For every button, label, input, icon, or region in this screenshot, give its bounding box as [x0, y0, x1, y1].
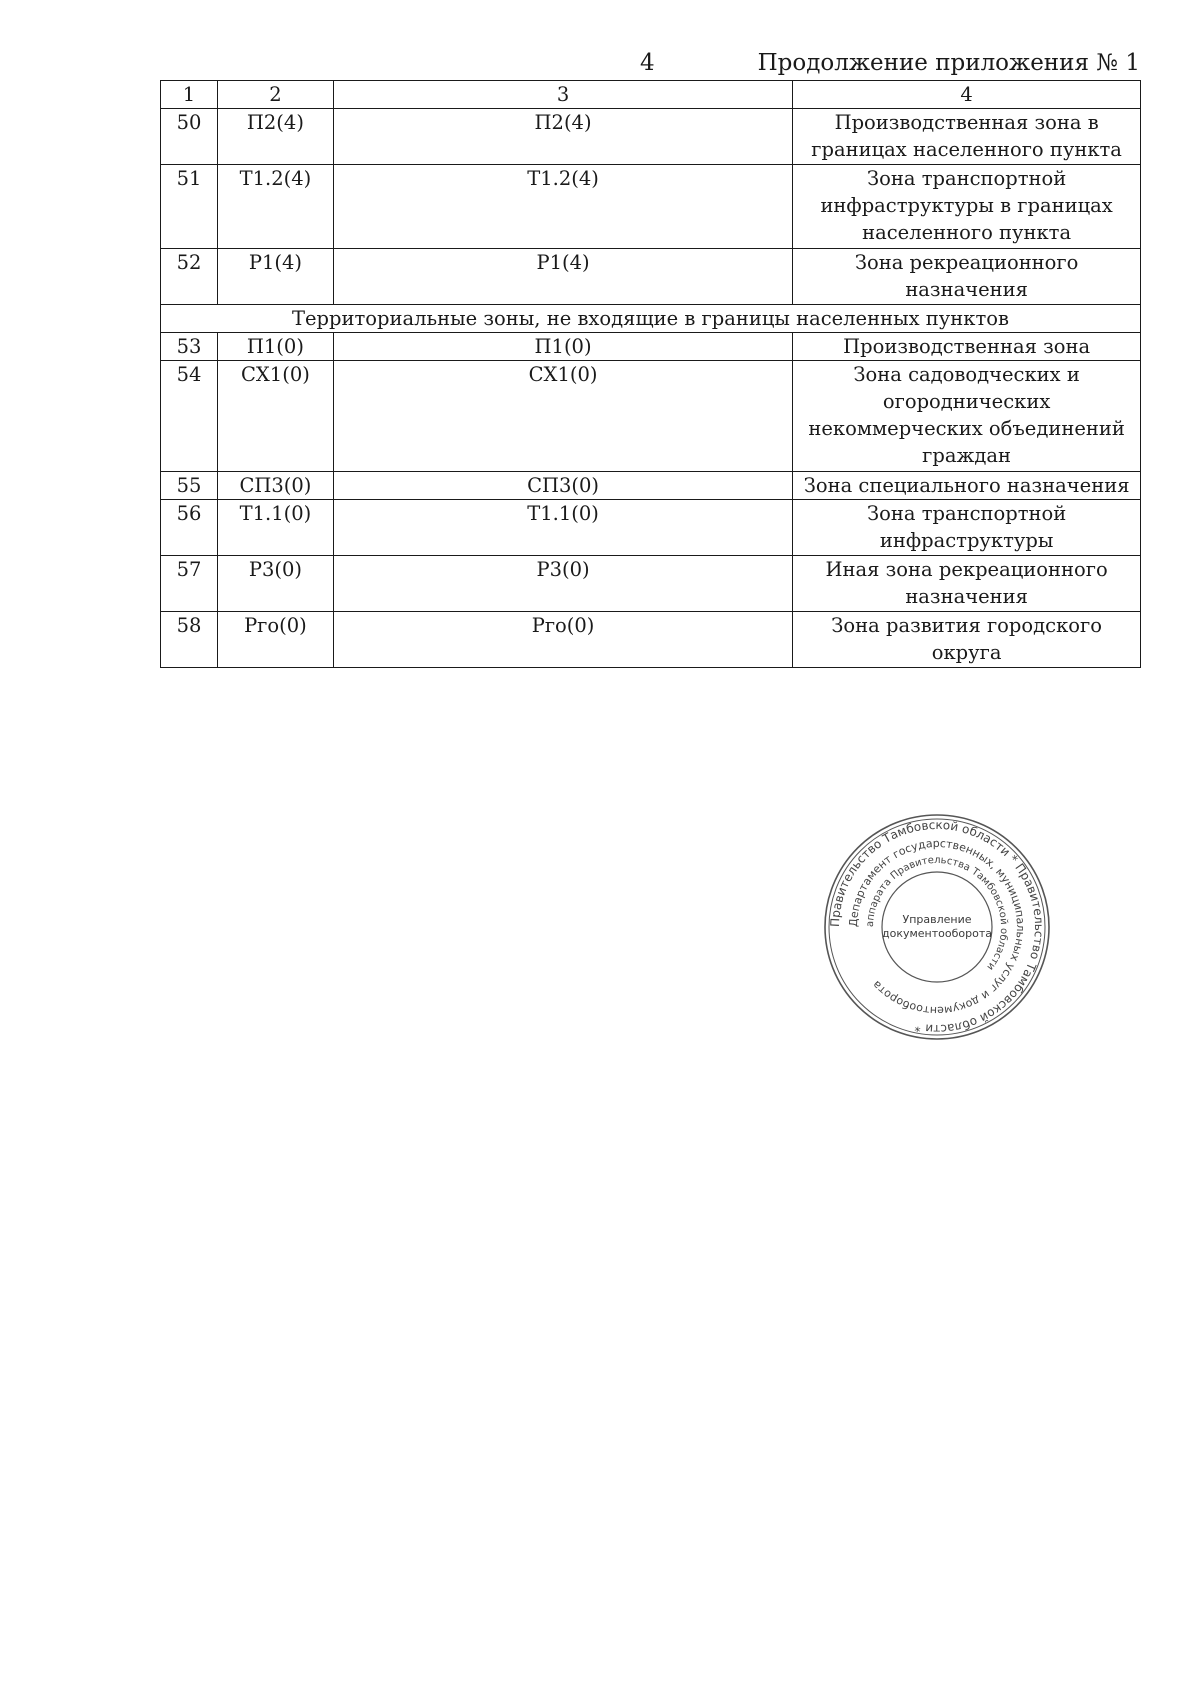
row-number: 56 — [161, 500, 218, 556]
row-number: 58 — [161, 612, 218, 668]
zone-name: Зона транспортной инфраструктуры в границах населенного пункта — [793, 165, 1141, 249]
row-number: 50 — [161, 109, 218, 165]
zone-name: Зона развития городского округа — [793, 612, 1141, 668]
zone-name: Зона специального назначения — [793, 472, 1141, 500]
seal-center-line2: документооборота — [882, 927, 992, 940]
row-number: 57 — [161, 556, 218, 612]
zone-code: СП3(0) — [217, 472, 333, 500]
zone-code: П2(4) — [217, 109, 333, 165]
zone-code-alt: Р1(4) — [333, 249, 792, 305]
zone-code-alt: Рго(0) — [333, 612, 792, 668]
table-row — [161, 500, 1141, 556]
column-header: 1 — [161, 81, 218, 109]
seal-center — [822, 812, 1052, 1042]
zone-code: П1(0) — [217, 333, 333, 361]
row-number: 51 — [161, 165, 218, 249]
zone-code-alt: Р3(0) — [333, 556, 792, 612]
zone-code-alt: Т1.2(4) — [333, 165, 792, 249]
zone-name: Иная зона рекреационного назначения — [793, 556, 1141, 612]
official-seal — [822, 812, 1052, 1042]
column-header: 2 — [217, 81, 333, 109]
zone-code: Р3(0) — [217, 556, 333, 612]
seal-middle-text: Департамент государственных, муниципальных услуг и документооборота — [846, 836, 1028, 1018]
table-row — [161, 556, 1141, 612]
table-row — [161, 472, 1141, 500]
zone-name: Производственная зона — [793, 333, 1141, 361]
seal-center-line1: Управление — [902, 913, 972, 926]
column-header: 3 — [333, 81, 792, 109]
table-header-row — [161, 81, 1141, 109]
row-number: 55 — [161, 472, 218, 500]
zone-code: Р1(4) — [217, 249, 333, 305]
seal-inner-text: аппарата Правительства Тамбовской области — [864, 854, 1010, 973]
zone-code-alt: П2(4) — [333, 109, 792, 165]
row-number: 54 — [161, 361, 218, 472]
row-number: 52 — [161, 249, 218, 305]
zone-code: Т1.1(0) — [217, 500, 333, 556]
page-number: 4 — [640, 50, 655, 76]
zone-name: Зона транспортной инфраструктуры — [793, 500, 1141, 556]
zones-table — [160, 80, 1141, 668]
table-row — [161, 109, 1141, 165]
table-row — [161, 333, 1141, 361]
table-row — [161, 249, 1141, 305]
zone-name: Производственная зона в границах населенного пункта — [793, 109, 1141, 165]
zone-code: Рго(0) — [217, 612, 333, 668]
table-row — [161, 165, 1141, 249]
zone-code: СХ1(0) — [217, 361, 333, 472]
section-row — [161, 305, 1141, 333]
seal-outer-text: Правительство Тамбовской области * Правительство Тамбовской области * — [827, 817, 1047, 1037]
column-header: 4 — [793, 81, 1141, 109]
zone-name: Зона рекреационного назначения — [793, 249, 1141, 305]
zone-name: Зона садоводческих и огороднических некоммерческих объединений граждан — [793, 361, 1141, 472]
zone-code-alt: Т1.1(0) — [333, 500, 792, 556]
section-title: Территориальные зоны, не входящие в границы населенных пунктов — [161, 305, 1141, 333]
row-number: 53 — [161, 333, 218, 361]
continuation-title: Продолжение приложения № 1 — [757, 50, 1140, 76]
page-header — [0, 50, 1140, 84]
table-row — [161, 361, 1141, 472]
zone-code: Т1.2(4) — [217, 165, 333, 249]
table-row — [161, 612, 1141, 668]
zone-code-alt: СХ1(0) — [333, 361, 792, 472]
zone-code-alt: СП3(0) — [333, 472, 792, 500]
zone-code-alt: П1(0) — [333, 333, 792, 361]
